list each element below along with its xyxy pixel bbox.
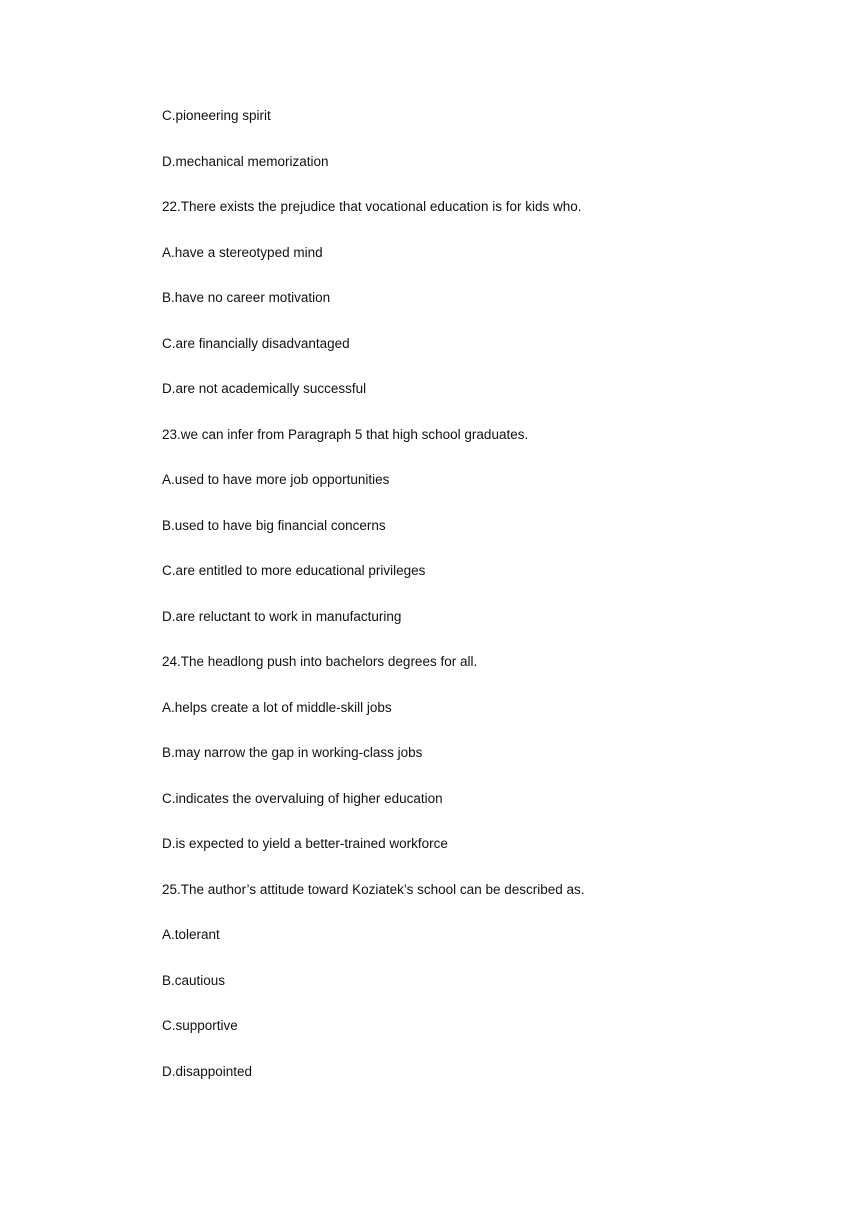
- option-24-d: D.is expected to yield a better-trained workforce: [162, 836, 448, 851]
- option-24-c: C.indicates the overvaluing of higher education: [162, 790, 443, 806]
- option-23-d: D.are reluctant to work in manufacturing: [162, 608, 402, 624]
- option-25-c: C.supportive: [162, 1018, 238, 1033]
- option-23-b: B.used to have big financial concerns: [162, 517, 386, 533]
- option-25-d: D.disappointed: [162, 1063, 253, 1079]
- question-23: 23.we can infer from Paragraph 5 that high school graduates.: [162, 426, 529, 442]
- option-22-c: C.are financially disadvantaged: [162, 335, 350, 351]
- question-25: 25.The author’s attitude toward Koziatek’s school can be described as.: [162, 881, 585, 897]
- option-22-b: B.have no career motivation: [162, 290, 331, 305]
- option-21-d: D.mechanical memorization: [162, 153, 329, 169]
- option-24-b: B.may narrow the gap in working-class jobs: [162, 745, 423, 760]
- option-22-d: D.are not academically successful: [162, 381, 367, 396]
- option-23-c: C.are entitled to more educational privileges: [162, 563, 426, 578]
- option-21-c: C.pioneering spirit: [162, 108, 271, 123]
- option-25-a: A.tolerant: [162, 927, 220, 942]
- option-24-a: A.helps create a lot of middle-skill jobs: [162, 699, 392, 715]
- question-24: 24.The headlong push into bachelors degrees for all.: [162, 654, 478, 669]
- option-25-b: B.cautious: [162, 972, 226, 988]
- option-23-a: A.used to have more job opportunities: [162, 472, 390, 487]
- question-list: [162, 106, 822, 1107]
- option-22-a: A.have a stereotyped mind: [162, 244, 323, 260]
- question-22: 22.There exists the prejudice that vocational education is for kids who.: [162, 199, 582, 214]
